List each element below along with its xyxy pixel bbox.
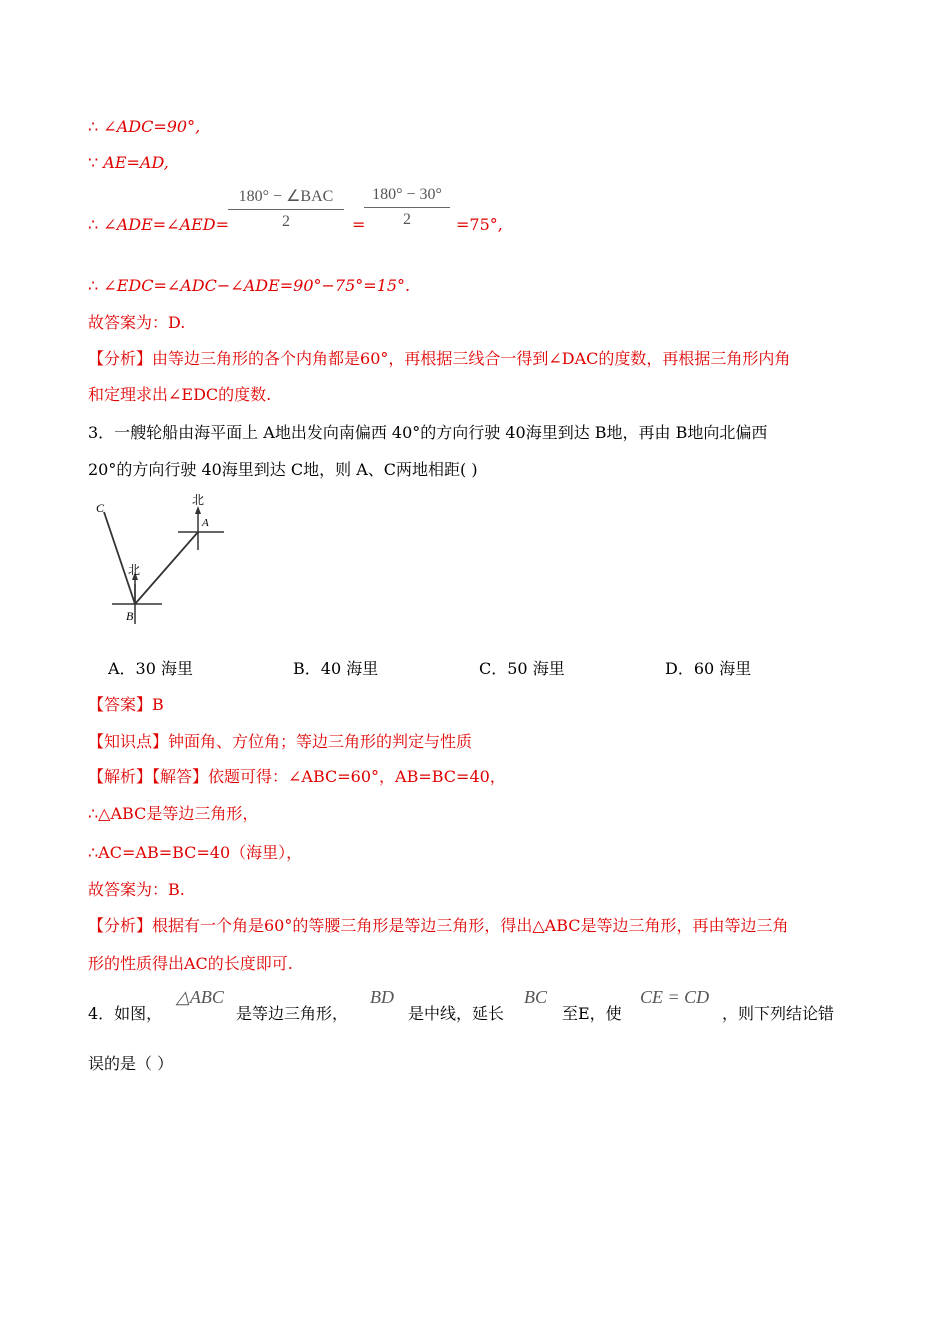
b-north-label: 北 <box>127 563 141 577</box>
solution-line-ae <box>88 152 169 174</box>
math-bd: BD <box>370 987 394 1007</box>
question-4-text-2: 是中线，延长 <box>408 1004 505 1023</box>
solution-3-line-3: ∴AC=AB=BC=40（海里）， <box>88 843 303 862</box>
solution-3-line-2: ∴△ABC是等边三角形， <box>88 804 259 823</box>
question-4-line-2: 误的是（ ） <box>88 1054 174 1073</box>
knowledge-point: 【知识点】钟面角、方位角；等边三角形的判定与性质 <box>88 732 473 751</box>
answer-b: 【答案】B <box>88 695 164 714</box>
solution-3-line-1: 【解析】【解答】依题可得：∠ABC=60°，AB=BC=40， <box>88 767 506 786</box>
solution-line-adc <box>88 116 200 138</box>
answer-line-d: 故答案为：D. <box>88 313 186 332</box>
solution-line-75: =75°, <box>456 215 503 234</box>
option-a[interactable]: A．30 海里 <box>108 659 194 678</box>
question-4-text-1: 是等边三角形， <box>236 1004 349 1023</box>
therefore-symbol: ∴ <box>88 276 99 295</box>
solution-line-ade-lhs <box>88 214 229 236</box>
point-b-label: B <box>126 609 134 623</box>
math-bc: BC <box>524 987 548 1007</box>
math-adc: ∠ADC=90°, <box>103 117 201 136</box>
a-north-arrow-icon <box>195 506 201 514</box>
therefore-symbol: ∴ <box>88 215 99 234</box>
point-a-label: A <box>202 517 209 529</box>
option-d[interactable]: D．60 海里 <box>665 659 752 678</box>
math-triangle-abc: △ABC <box>176 987 224 1007</box>
fraction-bar <box>364 207 450 208</box>
fraction-one <box>228 186 344 231</box>
fraction-two-denominator: 2 <box>403 211 411 228</box>
point-c-label: C <box>96 501 105 515</box>
analysis-line-2: 和定理求出∠EDC的度数. <box>88 385 272 404</box>
solution-3-line-4: 故答案为：B. <box>88 880 185 899</box>
fraction-bar <box>228 209 344 210</box>
analysis-line-1 <box>88 348 790 370</box>
segment-ba <box>135 532 198 604</box>
analysis-tag: 【分析】 <box>88 349 153 368</box>
a-north-label: 北 <box>191 493 205 507</box>
question-4-text-3: 至E，使 <box>562 1004 622 1023</box>
fraction-one-numerator: 180° − ∠BAC <box>238 188 334 205</box>
math-ade: ∠ADE=∠AED= <box>103 215 230 234</box>
analysis-text-1: 由等边三角形的各个内角都是60°，再根据三线合一得到∠DAC的度数，再根据三角形内角 <box>152 349 791 368</box>
equals-sign: = <box>352 215 366 234</box>
question-3-line-2: 20°的方向行驶 40海里到达 C地，则 A、C两地相距( ) <box>88 460 478 479</box>
because-symbol: ∵ <box>88 153 99 172</box>
fraction-two <box>364 186 450 229</box>
question-3-line-1: 3．一艘轮船由海平面上 A地出发向南偏西 40°的方向行驶 40海里到达 B地，再由 B地向北偏西 <box>88 423 768 442</box>
analysis-3-line-2: 形的性质得出AC的长度即可. <box>88 954 293 973</box>
math-ae: AE=AD, <box>103 153 169 172</box>
option-b[interactable]: B．40 海里 <box>293 659 379 678</box>
math-edc: ∠EDC=∠ADC−∠ADE=90°−75°=15°. <box>103 276 411 295</box>
question-4-text-4: ，则下列结论错 <box>722 1004 835 1023</box>
analysis-3-line-1: 【分析】根据有一个角是60°的等腰三角形是等边三角形，得出△ABC是等边三角形，再由等边三角 <box>88 916 789 935</box>
option-c[interactable]: C．50 海里 <box>479 659 565 678</box>
direction-figure <box>88 488 238 628</box>
segment-cb <box>104 512 135 604</box>
fraction-one-denominator: 2 <box>282 213 290 230</box>
solution-line-edc <box>88 275 410 297</box>
math-ce-cd: CE = CD <box>640 987 710 1007</box>
therefore-symbol: ∴ <box>88 117 99 136</box>
fraction-two-numerator: 180° − 30° <box>372 186 442 203</box>
question-4-prefix: 4．如图， <box>88 1004 163 1023</box>
